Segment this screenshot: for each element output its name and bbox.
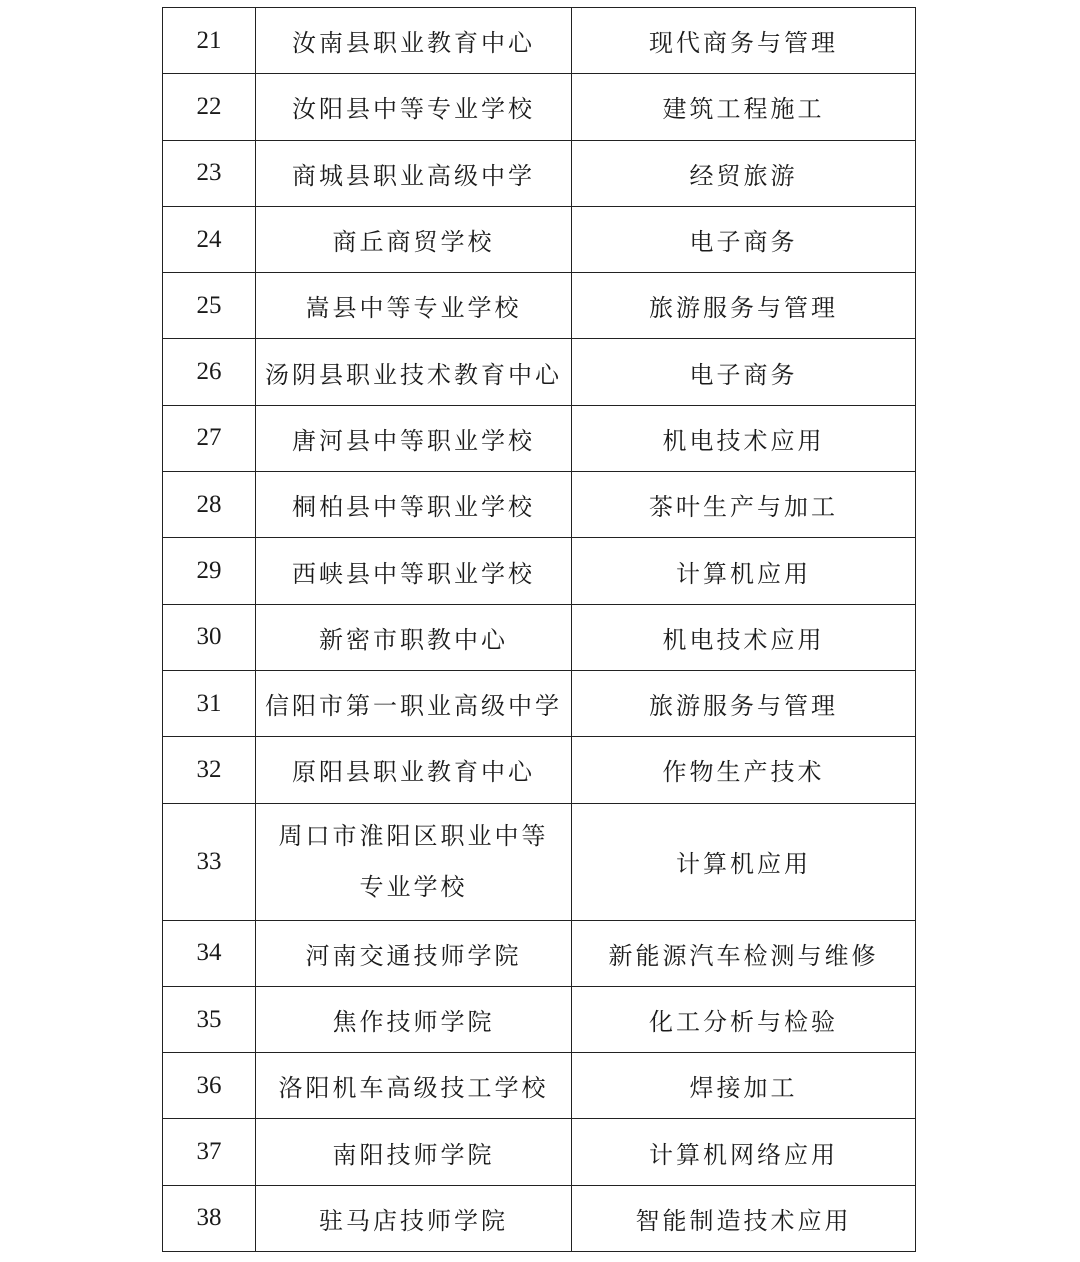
school-major-table [162, 7, 916, 1252]
major-name: 旅游服务与管理 [572, 273, 916, 339]
major-name: 电子商务 [572, 206, 916, 272]
table-row [163, 986, 916, 1052]
table-row [163, 538, 916, 604]
school-name: 驻马店技师学院 [256, 1185, 572, 1251]
school-name: 唐河县中等职业学校 [256, 405, 572, 471]
table-row [163, 737, 916, 803]
major-name: 计算机应用 [572, 803, 916, 920]
major-name: 新能源汽车检测与维修 [572, 920, 916, 986]
school-name: 嵩县中等专业学校 [256, 273, 572, 339]
major-name: 建筑工程施工 [572, 74, 916, 140]
school-name: 周口市淮阳区职业中等专业学校 [256, 803, 572, 920]
school-name: 新密市职教中心 [256, 604, 572, 670]
major-name: 机电技术应用 [572, 604, 916, 670]
row-number: 30 [163, 604, 256, 670]
school-name: 洛阳机车高级技工学校 [256, 1053, 572, 1119]
row-number: 23 [163, 140, 256, 206]
table-row [163, 472, 916, 538]
major-name: 经贸旅游 [572, 140, 916, 206]
school-name: 焦作技师学院 [256, 986, 572, 1052]
row-number: 26 [163, 339, 256, 405]
row-number: 34 [163, 920, 256, 986]
school-name: 汤阴县职业技术教育中心 [256, 339, 572, 405]
row-number: 28 [163, 472, 256, 538]
major-name: 作物生产技术 [572, 737, 916, 803]
major-name: 智能制造技术应用 [572, 1185, 916, 1251]
row-number: 22 [163, 74, 256, 140]
row-number: 32 [163, 737, 256, 803]
table-row [163, 273, 916, 339]
row-number: 35 [163, 986, 256, 1052]
row-number: 29 [163, 538, 256, 604]
row-number: 37 [163, 1119, 256, 1185]
school-name: 原阳县职业教育中心 [256, 737, 572, 803]
school-name: 南阳技师学院 [256, 1119, 572, 1185]
table-row [163, 74, 916, 140]
row-number: 27 [163, 405, 256, 471]
table-row [163, 604, 916, 670]
row-number: 24 [163, 206, 256, 272]
table-body [163, 8, 916, 1252]
major-name: 机电技术应用 [572, 405, 916, 471]
school-name: 河南交通技师学院 [256, 920, 572, 986]
major-name: 计算机应用 [572, 538, 916, 604]
major-name: 电子商务 [572, 339, 916, 405]
table-row [163, 1119, 916, 1185]
major-name: 焊接加工 [572, 1053, 916, 1119]
major-name: 茶叶生产与加工 [572, 472, 916, 538]
table-row [163, 1185, 916, 1251]
table-row [163, 670, 916, 736]
school-name: 商丘商贸学校 [256, 206, 572, 272]
school-name: 汝南县职业教育中心 [256, 8, 572, 74]
major-name: 计算机网络应用 [572, 1119, 916, 1185]
major-name: 化工分析与检验 [572, 986, 916, 1052]
row-number: 36 [163, 1053, 256, 1119]
school-name: 信阳市第一职业高级中学 [256, 670, 572, 736]
row-number: 31 [163, 670, 256, 736]
school-name: 桐柏县中等职业学校 [256, 472, 572, 538]
table-row [163, 803, 916, 920]
school-name: 汝阳县中等专业学校 [256, 74, 572, 140]
row-number: 21 [163, 8, 256, 74]
row-number: 38 [163, 1185, 256, 1251]
major-name: 旅游服务与管理 [572, 670, 916, 736]
table-row [163, 140, 916, 206]
table-row [163, 339, 916, 405]
school-major-table-container [162, 7, 915, 1252]
table-row [163, 8, 916, 74]
major-name: 现代商务与管理 [572, 8, 916, 74]
table-row [163, 1053, 916, 1119]
row-number: 33 [163, 803, 256, 920]
table-row [163, 920, 916, 986]
table-row [163, 405, 916, 471]
row-number: 25 [163, 273, 256, 339]
school-name: 西峡县中等职业学校 [256, 538, 572, 604]
table-row [163, 206, 916, 272]
school-name: 商城县职业高级中学 [256, 140, 572, 206]
